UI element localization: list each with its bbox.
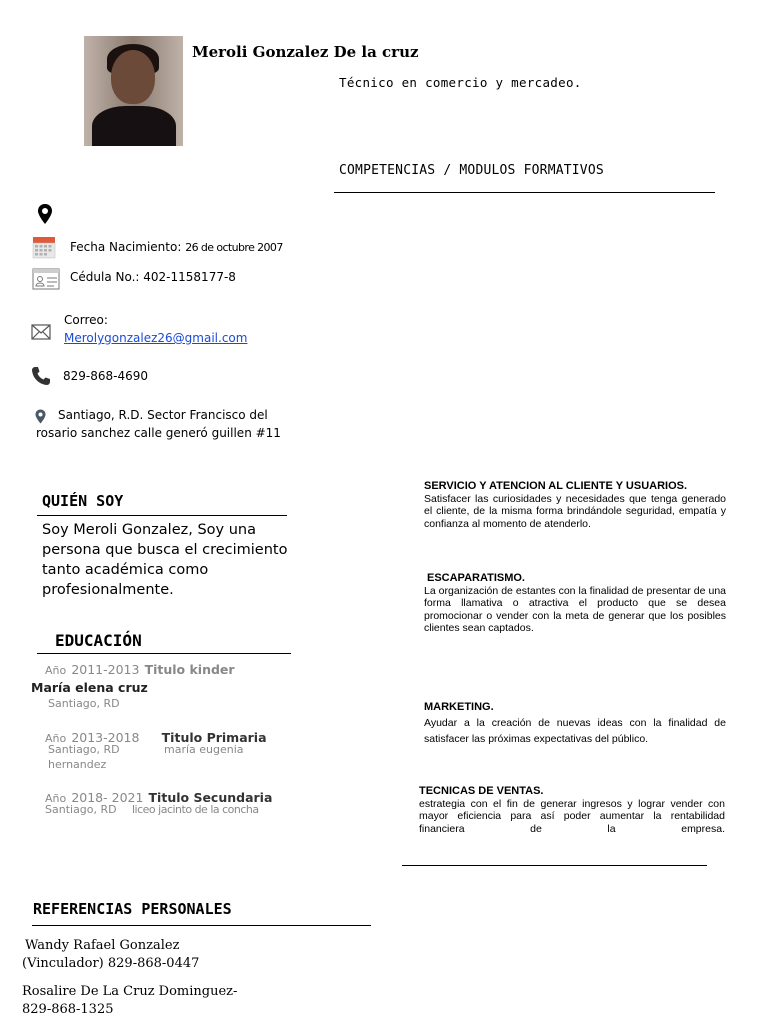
email-link[interactable]: Merolygonzalez26@gmail.com — [64, 331, 248, 345]
education-divider — [37, 653, 291, 654]
education-school-1: María elena cruz — [31, 680, 148, 695]
competencias-divider — [334, 192, 715, 193]
references-divider — [32, 925, 371, 926]
reference-1-detail: (Vinculador) 829-868-0447 — [22, 956, 200, 971]
reference-2-detail: 829-868-1325 — [22, 1002, 114, 1017]
about-title: QUIÉN SOY — [42, 492, 124, 510]
education-item-1: Año 2011-2013 Titulo kinder — [45, 662, 235, 677]
education-item-3: Año 2018- 2021 Titulo Secundaria — [45, 790, 273, 805]
reference-2-name: Rosalire De La Cruz Dominguez- — [22, 984, 238, 999]
competencia-escaparatismo: ESCAPARATISMO. La organización de estantes con la finalidad de presentar de una forma llamativa o atractiva el producto que se desea promocionar o vender con la meta de generar que los posibles clientes sean captados. — [424, 572, 726, 634]
calendar-icon — [32, 235, 56, 259]
phone-number: 829-868-4690 — [63, 369, 149, 383]
birth-date: Fecha Nacimiento: 26 de octubre 2007 — [70, 240, 283, 254]
education-school-2-cont: hernandez — [48, 758, 107, 771]
competencia-marketing: MARKETING. Ayudar a la creación de nuevas ideas con la finalidad de satisfacer las próximas expectativas del público. — [424, 701, 726, 745]
about-text: Soy Meroli Gonzalez, Soy una persona que busca el crecimiento tanto académica como profesionalmente. — [42, 522, 288, 598]
competencia-ventas: TECNICAS DE VENTAS. estrategia con el fin de generar ingresos y lograr vender con mayor eficiencia para así poder aumentar la rentabilidad financiera de la empresa. — [419, 785, 725, 835]
address-line-1: Santiago, R.D. Sector Francisco del — [58, 408, 268, 422]
education-school-2: maría eugenia — [164, 743, 244, 756]
competencias-bottom-divider — [402, 865, 707, 866]
full-name: Meroli Gonzalez De la cruz — [192, 43, 419, 61]
reference-1-name: Wandy Rafael Gonzalez — [25, 938, 180, 953]
id-number: Cédula No.: 402-1158177-8 — [70, 270, 236, 284]
competencia-servicio: SERVICIO Y ATENCION AL CLIENTE Y USUARIOS. Satisfacer las curiosidades y necesidades que tenga generado el cliente, de la misma forma brindándole seguridad, empatía y confianza al momento de atenderlo. — [424, 480, 726, 530]
profile-photo — [84, 36, 183, 146]
email-label: Correo: — [64, 313, 108, 327]
education-location-1: Santiago, RD — [48, 697, 120, 710]
envelope-icon — [31, 324, 51, 340]
education-title: EDUCACIÓN — [55, 631, 142, 650]
education-location-3: Santiago, RD — [45, 803, 117, 816]
education-item-2: Año 2013-2018 Titulo Primaria — [45, 730, 267, 745]
address-line-2: rosario sanchez calle generó guillen #11 — [36, 426, 281, 440]
education-school-3: liceo jacinto de la concha — [132, 803, 259, 816]
competencias-title: COMPETENCIAS / MODULOS FORMATIVOS — [339, 163, 604, 178]
references-title: REFERENCIAS PERSONALES — [33, 900, 232, 918]
location-pin-icon — [37, 203, 53, 225]
education-location-2: Santiago, RD — [48, 743, 120, 756]
id-card-icon — [32, 268, 60, 290]
profession-subtitle: Técnico en comercio y mercadeo. — [339, 75, 582, 90]
about-divider — [37, 515, 287, 516]
address-pin-icon — [35, 409, 46, 424]
phone-icon — [31, 366, 51, 386]
